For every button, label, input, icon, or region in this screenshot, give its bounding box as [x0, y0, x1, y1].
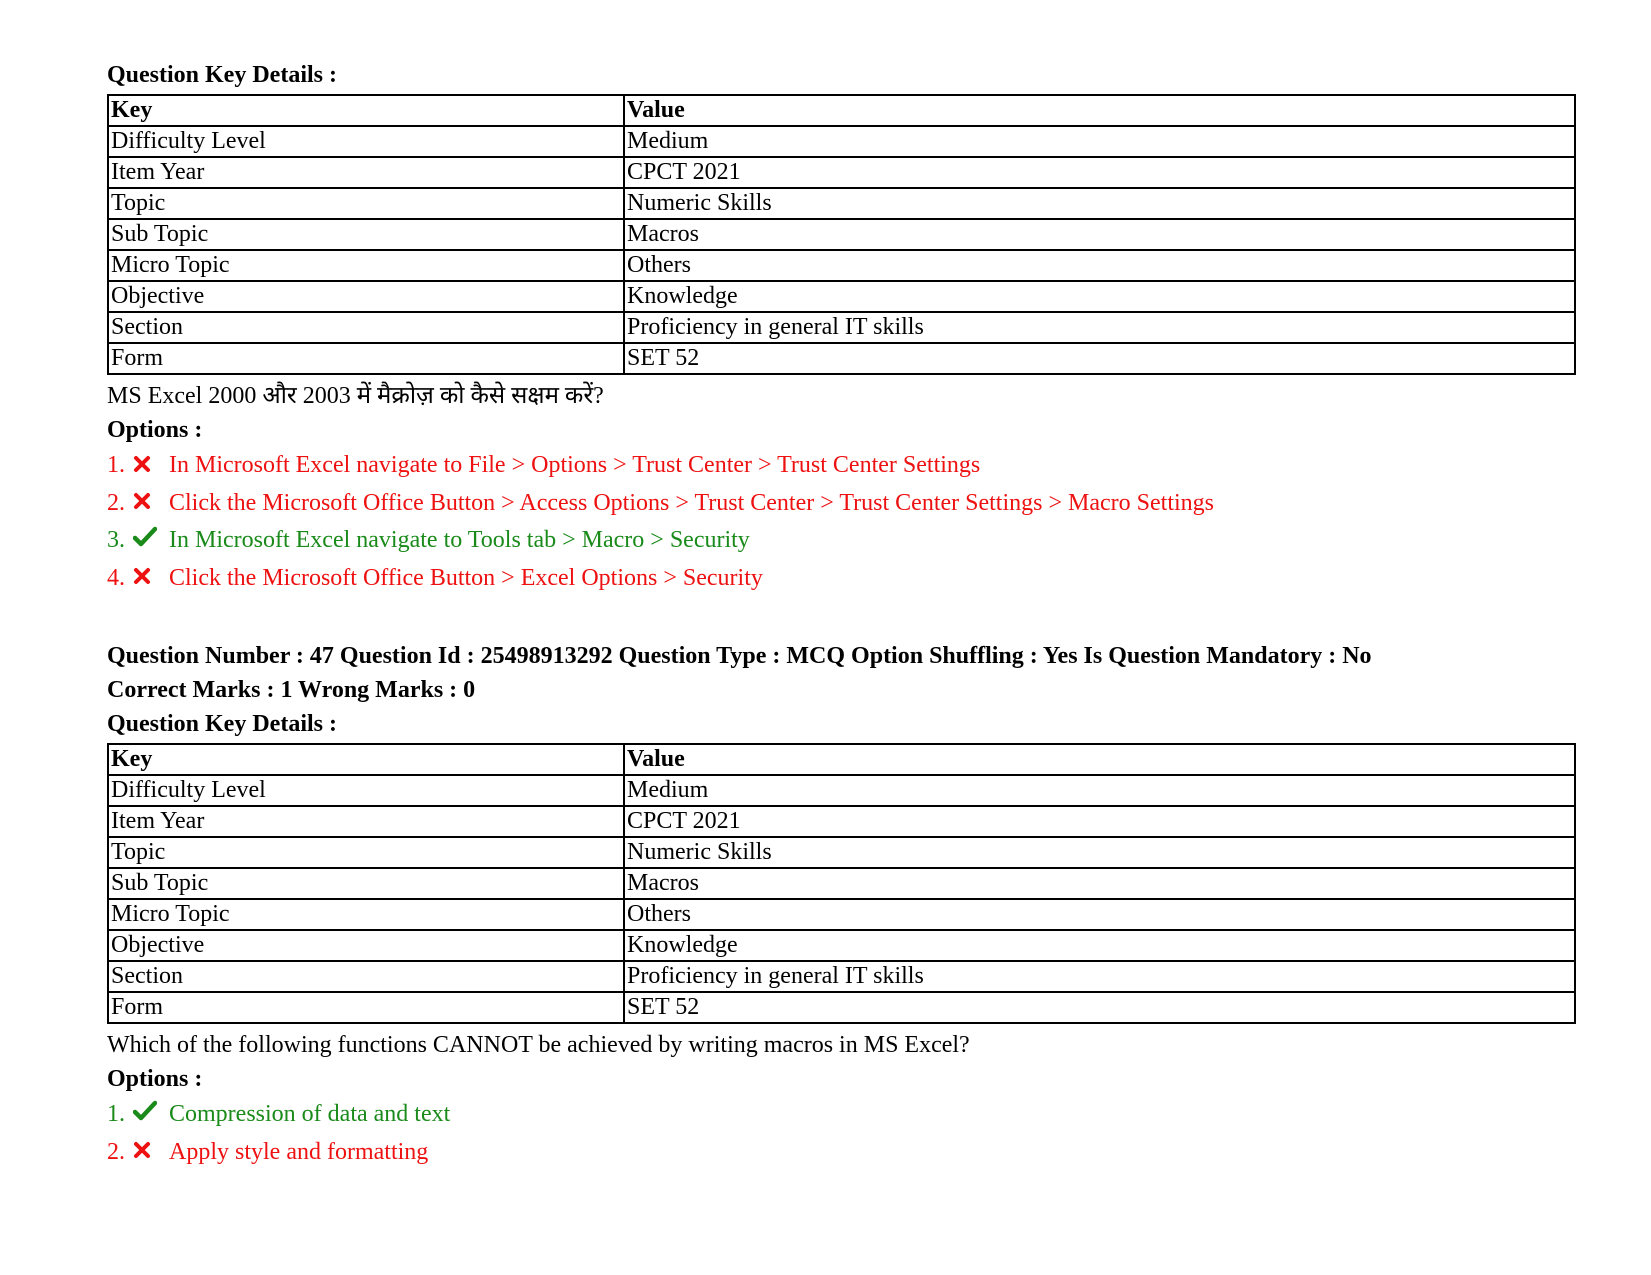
key-cell: Section	[108, 312, 624, 343]
header-value: Value	[624, 95, 1575, 126]
table-row	[108, 188, 1575, 219]
table-row	[108, 899, 1575, 930]
option-number: 1.	[107, 452, 125, 478]
cross-icon	[133, 448, 157, 472]
option-item	[107, 522, 1577, 560]
value-cell: CPCT 2021	[624, 157, 1575, 188]
key-cell: Topic	[108, 188, 624, 219]
options-heading: Options :	[107, 417, 203, 443]
value-cell: Numeric Skills	[624, 188, 1575, 219]
key-cell: Section	[108, 961, 624, 992]
key-cell: Micro Topic	[108, 250, 624, 281]
option-item	[107, 485, 1577, 523]
header-key: Key	[108, 95, 624, 126]
option-number: 2.	[107, 1138, 125, 1165]
key-details-heading: Question Key Details :	[107, 711, 337, 737]
marks-line: Correct Marks : 1 Wrong Marks : 0	[107, 677, 476, 703]
key-cell: Objective	[108, 281, 624, 312]
options-list	[107, 1096, 1577, 1171]
value-cell: Proficiency in general IT skills	[624, 961, 1575, 992]
table-row	[108, 312, 1575, 343]
key-cell: Difficulty Level	[108, 126, 624, 157]
key-details-table	[107, 743, 1576, 1024]
cross-icon	[133, 1134, 157, 1158]
key-cell: Micro Topic	[108, 899, 624, 930]
cross-icon	[133, 560, 157, 584]
table-row	[108, 868, 1575, 899]
options-heading: Options :	[107, 1066, 203, 1092]
option-text: Click the Microsoft Office Button > Excel Options > Security	[169, 564, 763, 591]
value-cell: Medium	[624, 126, 1575, 157]
options-list	[107, 447, 1577, 597]
option-number: 4.	[107, 564, 125, 591]
value-cell: Macros	[624, 868, 1575, 899]
question-block-46	[107, 58, 1577, 597]
value-cell: Proficiency in general IT skills	[624, 312, 1575, 343]
question-meta-line: Question Number : 47 Question Id : 25498913292 Question Type : MCQ Option Shuffling : Yes Is Question Mandatory : No	[107, 643, 1372, 669]
key-cell: Item Year	[108, 157, 624, 188]
header-value: Value	[624, 744, 1575, 775]
table-row	[108, 157, 1575, 188]
option-number: 3.	[107, 527, 125, 553]
option-text: In Microsoft Excel navigate to Tools tab > Macro > Security	[169, 527, 750, 553]
option-text: Apply style and formatting	[169, 1138, 429, 1165]
key-cell: Item Year	[108, 806, 624, 837]
value-cell: Knowledge	[624, 281, 1575, 312]
key-details-table	[107, 94, 1576, 375]
key-cell: Form	[108, 992, 624, 1023]
value-cell: Numeric Skills	[624, 837, 1575, 868]
table-row	[108, 806, 1575, 837]
key-cell: Difficulty Level	[108, 775, 624, 806]
value-cell: SET 52	[624, 343, 1575, 374]
key-cell: Form	[108, 343, 624, 374]
option-item	[107, 560, 1577, 598]
key-details-heading: Question Key Details :	[107, 62, 337, 88]
value-cell: Macros	[624, 219, 1575, 250]
key-cell: Objective	[108, 930, 624, 961]
check-icon	[133, 523, 157, 547]
option-item	[107, 1096, 1577, 1134]
option-number: 1.	[107, 1101, 125, 1127]
header-key: Key	[108, 744, 624, 775]
option-item	[107, 1134, 1577, 1172]
question-text: MS Excel 2000 और 2003 में मैक्रोज़ को कैसे सक्षम करें?	[107, 383, 604, 409]
value-cell: Others	[624, 899, 1575, 930]
table-row	[108, 992, 1575, 1023]
table-row	[108, 930, 1575, 961]
table-row	[108, 837, 1575, 868]
option-number: 2.	[107, 489, 125, 516]
question-text: Which of the following functions CANNOT be achieved by writing macros in MS Excel?	[107, 1032, 970, 1058]
key-cell: Sub Topic	[108, 868, 624, 899]
value-cell: SET 52	[624, 992, 1575, 1023]
value-cell: Others	[624, 250, 1575, 281]
table-row	[108, 775, 1575, 806]
option-text: In Microsoft Excel navigate to File > Options > Trust Center > Trust Center Settings	[169, 452, 981, 478]
key-cell: Topic	[108, 837, 624, 868]
key-cell: Sub Topic	[108, 219, 624, 250]
table-row	[108, 250, 1575, 281]
value-cell: Medium	[624, 775, 1575, 806]
value-cell: Knowledge	[624, 930, 1575, 961]
table-row	[108, 126, 1575, 157]
check-icon	[133, 1097, 157, 1121]
option-text: Click the Microsoft Office Button > Access Options > Trust Center > Trust Center Settings > Macro Settings	[169, 489, 1214, 516]
table-row	[108, 961, 1575, 992]
option-item	[107, 447, 1577, 485]
value-cell: CPCT 2021	[624, 806, 1575, 837]
table-header-row	[108, 744, 1575, 775]
question-block-47	[107, 639, 1577, 1171]
table-row	[108, 281, 1575, 312]
table-row	[108, 219, 1575, 250]
table-header-row	[108, 95, 1575, 126]
question-paper	[107, 58, 1577, 1171]
option-text: Compression of data and text	[169, 1101, 451, 1127]
cross-icon	[133, 485, 157, 509]
table-row	[108, 343, 1575, 374]
